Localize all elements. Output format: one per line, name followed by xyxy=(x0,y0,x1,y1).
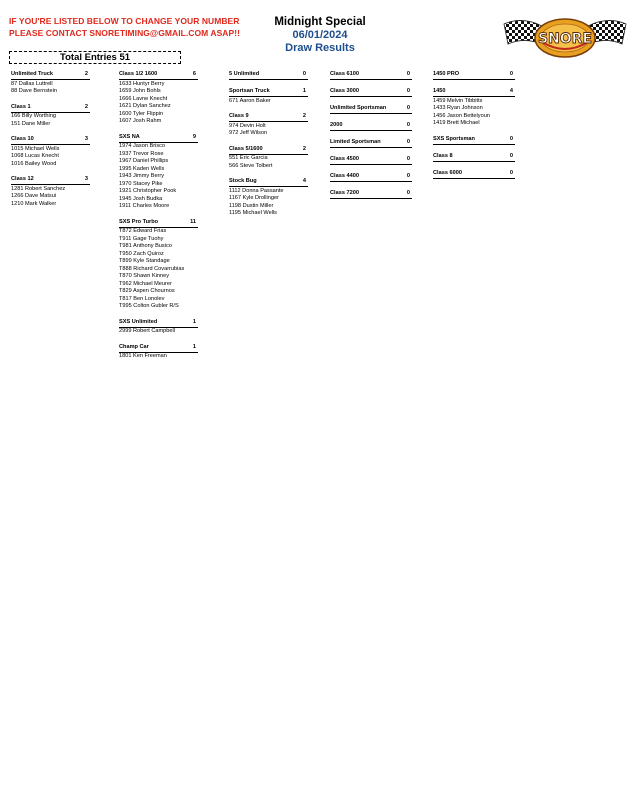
class-header xyxy=(11,136,90,145)
entry-row: 1967 Daniel Phillips xyxy=(119,158,169,164)
entry-row: 551 Eric Garcia xyxy=(229,155,268,161)
entry-row: 1945 Josh Budka xyxy=(119,195,163,202)
class-entry-count: 0 xyxy=(406,139,410,145)
total-entries-box xyxy=(9,51,181,64)
class-name: Class 3000 xyxy=(330,88,359,94)
class-header xyxy=(11,176,90,185)
entry-row: 166 Billy Worthing xyxy=(11,113,56,119)
entry-row: 1995 Kaden Wells xyxy=(119,165,165,172)
class-header xyxy=(229,88,308,97)
class-entry-count: 2 xyxy=(84,103,88,110)
class-header xyxy=(119,344,198,353)
class-entry-count: 0 xyxy=(406,88,410,94)
entry-row: 1621 Dylan Sanchez xyxy=(119,103,171,109)
class-section xyxy=(330,105,412,114)
entry-row: 87 Dallas Luttrell xyxy=(11,80,53,87)
class-header xyxy=(119,134,198,143)
class-entry-count: 2 xyxy=(84,71,88,77)
class-section xyxy=(330,71,412,80)
entry-row: 1607 Josh Rahm xyxy=(119,118,162,124)
class-name: SXS Unlimited xyxy=(119,318,158,325)
class-section xyxy=(119,219,198,311)
class-name: Class 6000 xyxy=(433,169,462,176)
entry-row: 1112 Donna Passante xyxy=(229,187,284,194)
class-entry-count: 1 xyxy=(192,318,196,325)
notice-line-2: PLEASE CONTACT SNORETIMING@GMAIL.COM ASAP!! xyxy=(9,27,240,38)
class-name: Unlimited Truck xyxy=(11,71,53,77)
entry-row: 1419 Brett Michael xyxy=(433,120,480,126)
class-header xyxy=(433,71,515,80)
entry-row: T829 Aspen Chournos xyxy=(119,288,175,294)
entry-row: 1015 Michael Wells xyxy=(11,145,60,152)
class-entry-count: 0 xyxy=(509,169,513,176)
entry-row: 1281 Robert Sanchez xyxy=(11,185,66,192)
entry-row: 1210 Mark Walker xyxy=(11,200,57,207)
class-name: 5 Unlimited xyxy=(229,71,260,77)
column-1 xyxy=(11,71,90,216)
class-section xyxy=(119,134,198,211)
class-name: 2000 xyxy=(330,122,343,128)
entry-row: T962 Michael Meurer xyxy=(119,280,172,287)
class-section xyxy=(433,153,515,162)
class-name: Class 4400 xyxy=(330,173,359,179)
class-header xyxy=(330,173,412,182)
class-name: Unlimited Sportsman xyxy=(330,105,387,111)
class-name: SXS Sportsman xyxy=(433,135,475,142)
class-entry-count: 0 xyxy=(406,173,410,179)
entry-row: 1974 Jason Brisco xyxy=(119,143,166,149)
class-entry-count: 0 xyxy=(406,105,410,111)
entry-row: 974 Devin Holt xyxy=(229,122,266,129)
entry-row: 1659 John Bohls xyxy=(119,88,161,94)
class-entry-count: 6 xyxy=(192,71,196,77)
entry-row: T817 Ben Lonolev xyxy=(119,295,165,302)
entry-row: 1459 Melvin Tibbitts xyxy=(433,97,483,104)
column-3 xyxy=(229,71,308,226)
class-entry-count: 4 xyxy=(302,178,306,184)
class-entry-count: 0 xyxy=(509,152,513,159)
class-name: SXS NA xyxy=(119,133,140,140)
entry-row: T950 Zach Quiroz xyxy=(119,250,164,257)
entry-row: T888 Richard Covarrubias xyxy=(119,265,185,272)
class-entry-count: 4 xyxy=(509,88,513,94)
class-name: Class 1/2 1600 xyxy=(119,71,158,77)
class-section xyxy=(11,71,90,96)
checkered-flag-logo xyxy=(500,12,630,62)
class-entry-count: 0 xyxy=(302,71,306,77)
class-name: Class 5/1600 xyxy=(229,145,263,152)
notice-line-1: IF YOU'RE LISTED BELOW TO CHANGE YOUR NUMBER xyxy=(9,16,240,26)
class-section xyxy=(330,156,412,165)
class-header xyxy=(229,178,308,187)
class-section xyxy=(11,136,90,168)
class-name: Limited Sportsman xyxy=(330,139,381,145)
class-entry-count: 9 xyxy=(192,133,196,140)
class-section xyxy=(330,190,412,199)
entry-row: 1600 Tyler Flippin xyxy=(119,110,164,117)
class-section xyxy=(330,88,412,97)
class-header xyxy=(330,105,412,114)
class-entry-count: 11 xyxy=(190,218,196,225)
class-section xyxy=(229,113,308,138)
event-date: 06/01/2024 xyxy=(292,29,348,41)
class-header xyxy=(330,122,412,131)
class-name: Class 6100 xyxy=(330,71,359,77)
class-section xyxy=(119,344,198,361)
class-entry-count: 2 xyxy=(302,113,306,119)
column-4 xyxy=(330,71,412,207)
entry-row: 1433 Ryan Johnson xyxy=(433,105,483,111)
entry-row: 1198 Dustin Miller xyxy=(229,202,274,209)
class-section xyxy=(433,136,515,145)
class-header xyxy=(11,104,90,113)
class-name: SXS Pro Turbo xyxy=(119,218,159,225)
class-header xyxy=(330,88,412,97)
class-name: Sportsan Truck xyxy=(229,88,270,94)
logo-wordmark: SNORE xyxy=(537,31,593,47)
entry-row: 1943 Jimmy Berry xyxy=(119,173,165,179)
class-header xyxy=(119,219,198,228)
class-section xyxy=(330,122,412,131)
column-2 xyxy=(119,71,198,369)
entry-row: 1167 Kyle Drollinger xyxy=(229,195,279,201)
class-header xyxy=(229,71,308,80)
contact-notice xyxy=(9,16,240,39)
class-entry-count: 0 xyxy=(406,156,410,162)
entry-row: 1801 Ken Freeman xyxy=(119,353,167,359)
class-header xyxy=(330,71,412,80)
class-entry-count: 0 xyxy=(406,190,410,196)
class-name: Class 1 xyxy=(11,103,31,110)
entry-row: 1666 Lavne Knecht xyxy=(119,95,168,102)
entry-row: 1633 Huntyr Berry xyxy=(119,80,165,87)
entry-row: 972 Jeff Wilson xyxy=(229,130,268,136)
entry-row: 1937 Trevor Rose xyxy=(119,150,164,157)
entry-row: 1195 Michael Wells xyxy=(229,210,277,216)
event-title: Midnight Special xyxy=(274,16,366,28)
class-name: Class 12 xyxy=(11,176,34,182)
column-5 xyxy=(433,71,515,187)
class-section xyxy=(330,139,412,148)
class-name: Stock Bug xyxy=(229,178,257,184)
total-entries-label: Total Entries 51 xyxy=(60,52,131,63)
class-entry-count: 0 xyxy=(509,135,513,142)
class-header xyxy=(119,71,198,80)
class-entry-count: 3 xyxy=(84,176,88,182)
entry-row: 671 Aaron Baker xyxy=(229,97,271,104)
entry-row: T899 Kyle Standage xyxy=(119,258,170,264)
entry-row: T872 Edward Frias xyxy=(119,228,167,234)
class-section xyxy=(229,146,308,171)
entry-row: 88 Dave Bernstein xyxy=(11,88,58,94)
class-header xyxy=(229,113,308,122)
class-section xyxy=(330,173,412,182)
class-entry-count: 1 xyxy=(302,88,306,94)
class-name: Class 9 xyxy=(229,113,249,119)
class-section xyxy=(433,88,515,128)
class-entry-count: 3 xyxy=(84,136,88,142)
entry-row: T870 Shawn Kinney xyxy=(119,273,170,279)
class-section xyxy=(433,170,515,179)
class-section xyxy=(11,104,90,129)
class-entry-count: 0 xyxy=(509,71,513,77)
class-name: Class 7200 xyxy=(330,190,359,196)
entry-row: 1921 Christopher Pook xyxy=(119,188,177,194)
class-section xyxy=(11,176,90,208)
class-name: 1450 PRO xyxy=(433,71,460,77)
class-header xyxy=(229,146,308,155)
class-section xyxy=(229,88,308,105)
class-name: Champ Car xyxy=(119,343,149,350)
class-entry-count: 2 xyxy=(302,145,306,152)
class-section xyxy=(119,71,198,126)
class-header xyxy=(433,136,515,145)
entry-row: T995 Colton Gubler R/S xyxy=(119,303,179,309)
entry-row: 1911 Charles Moore xyxy=(119,203,170,209)
class-name: 1450 xyxy=(433,88,446,94)
class-name: Class 10 xyxy=(11,136,34,142)
class-entry-count: 1 xyxy=(192,343,196,350)
entry-row: 1456 Jason Bettelyoun xyxy=(433,112,490,119)
class-entry-count: 0 xyxy=(406,71,410,77)
class-header xyxy=(433,170,515,179)
class-header xyxy=(330,190,412,199)
event-subtitle: Draw Results xyxy=(285,42,355,54)
entry-row: T911 Gage Tuohy xyxy=(119,235,164,242)
class-section xyxy=(119,319,198,336)
entry-row: 1016 Bailey Wood xyxy=(11,160,57,167)
event-header xyxy=(240,16,400,55)
entry-row: 1266 Dave Matsui xyxy=(11,193,57,199)
class-header xyxy=(119,319,198,328)
entry-row: 151 Dane Miller xyxy=(11,120,51,127)
class-header xyxy=(330,156,412,165)
class-header xyxy=(433,88,515,97)
class-entry-count: 0 xyxy=(406,122,410,128)
entry-row: T981 Anthony Busico xyxy=(119,243,172,249)
class-section xyxy=(229,71,308,80)
entry-row: 1068 Lucas Knecht xyxy=(11,153,59,159)
class-header xyxy=(330,139,412,148)
class-name: Class 8 xyxy=(433,152,453,159)
class-section xyxy=(229,178,308,218)
class-header xyxy=(11,71,90,80)
entry-row: 2999 Robert Campbell xyxy=(119,328,175,334)
class-name: Class 4500 xyxy=(330,156,359,162)
class-header xyxy=(433,153,515,162)
entry-row: 1970 Stacey Pike xyxy=(119,180,163,187)
entry-row: 566 Steve Tolbert xyxy=(229,162,273,169)
class-section xyxy=(433,71,515,80)
